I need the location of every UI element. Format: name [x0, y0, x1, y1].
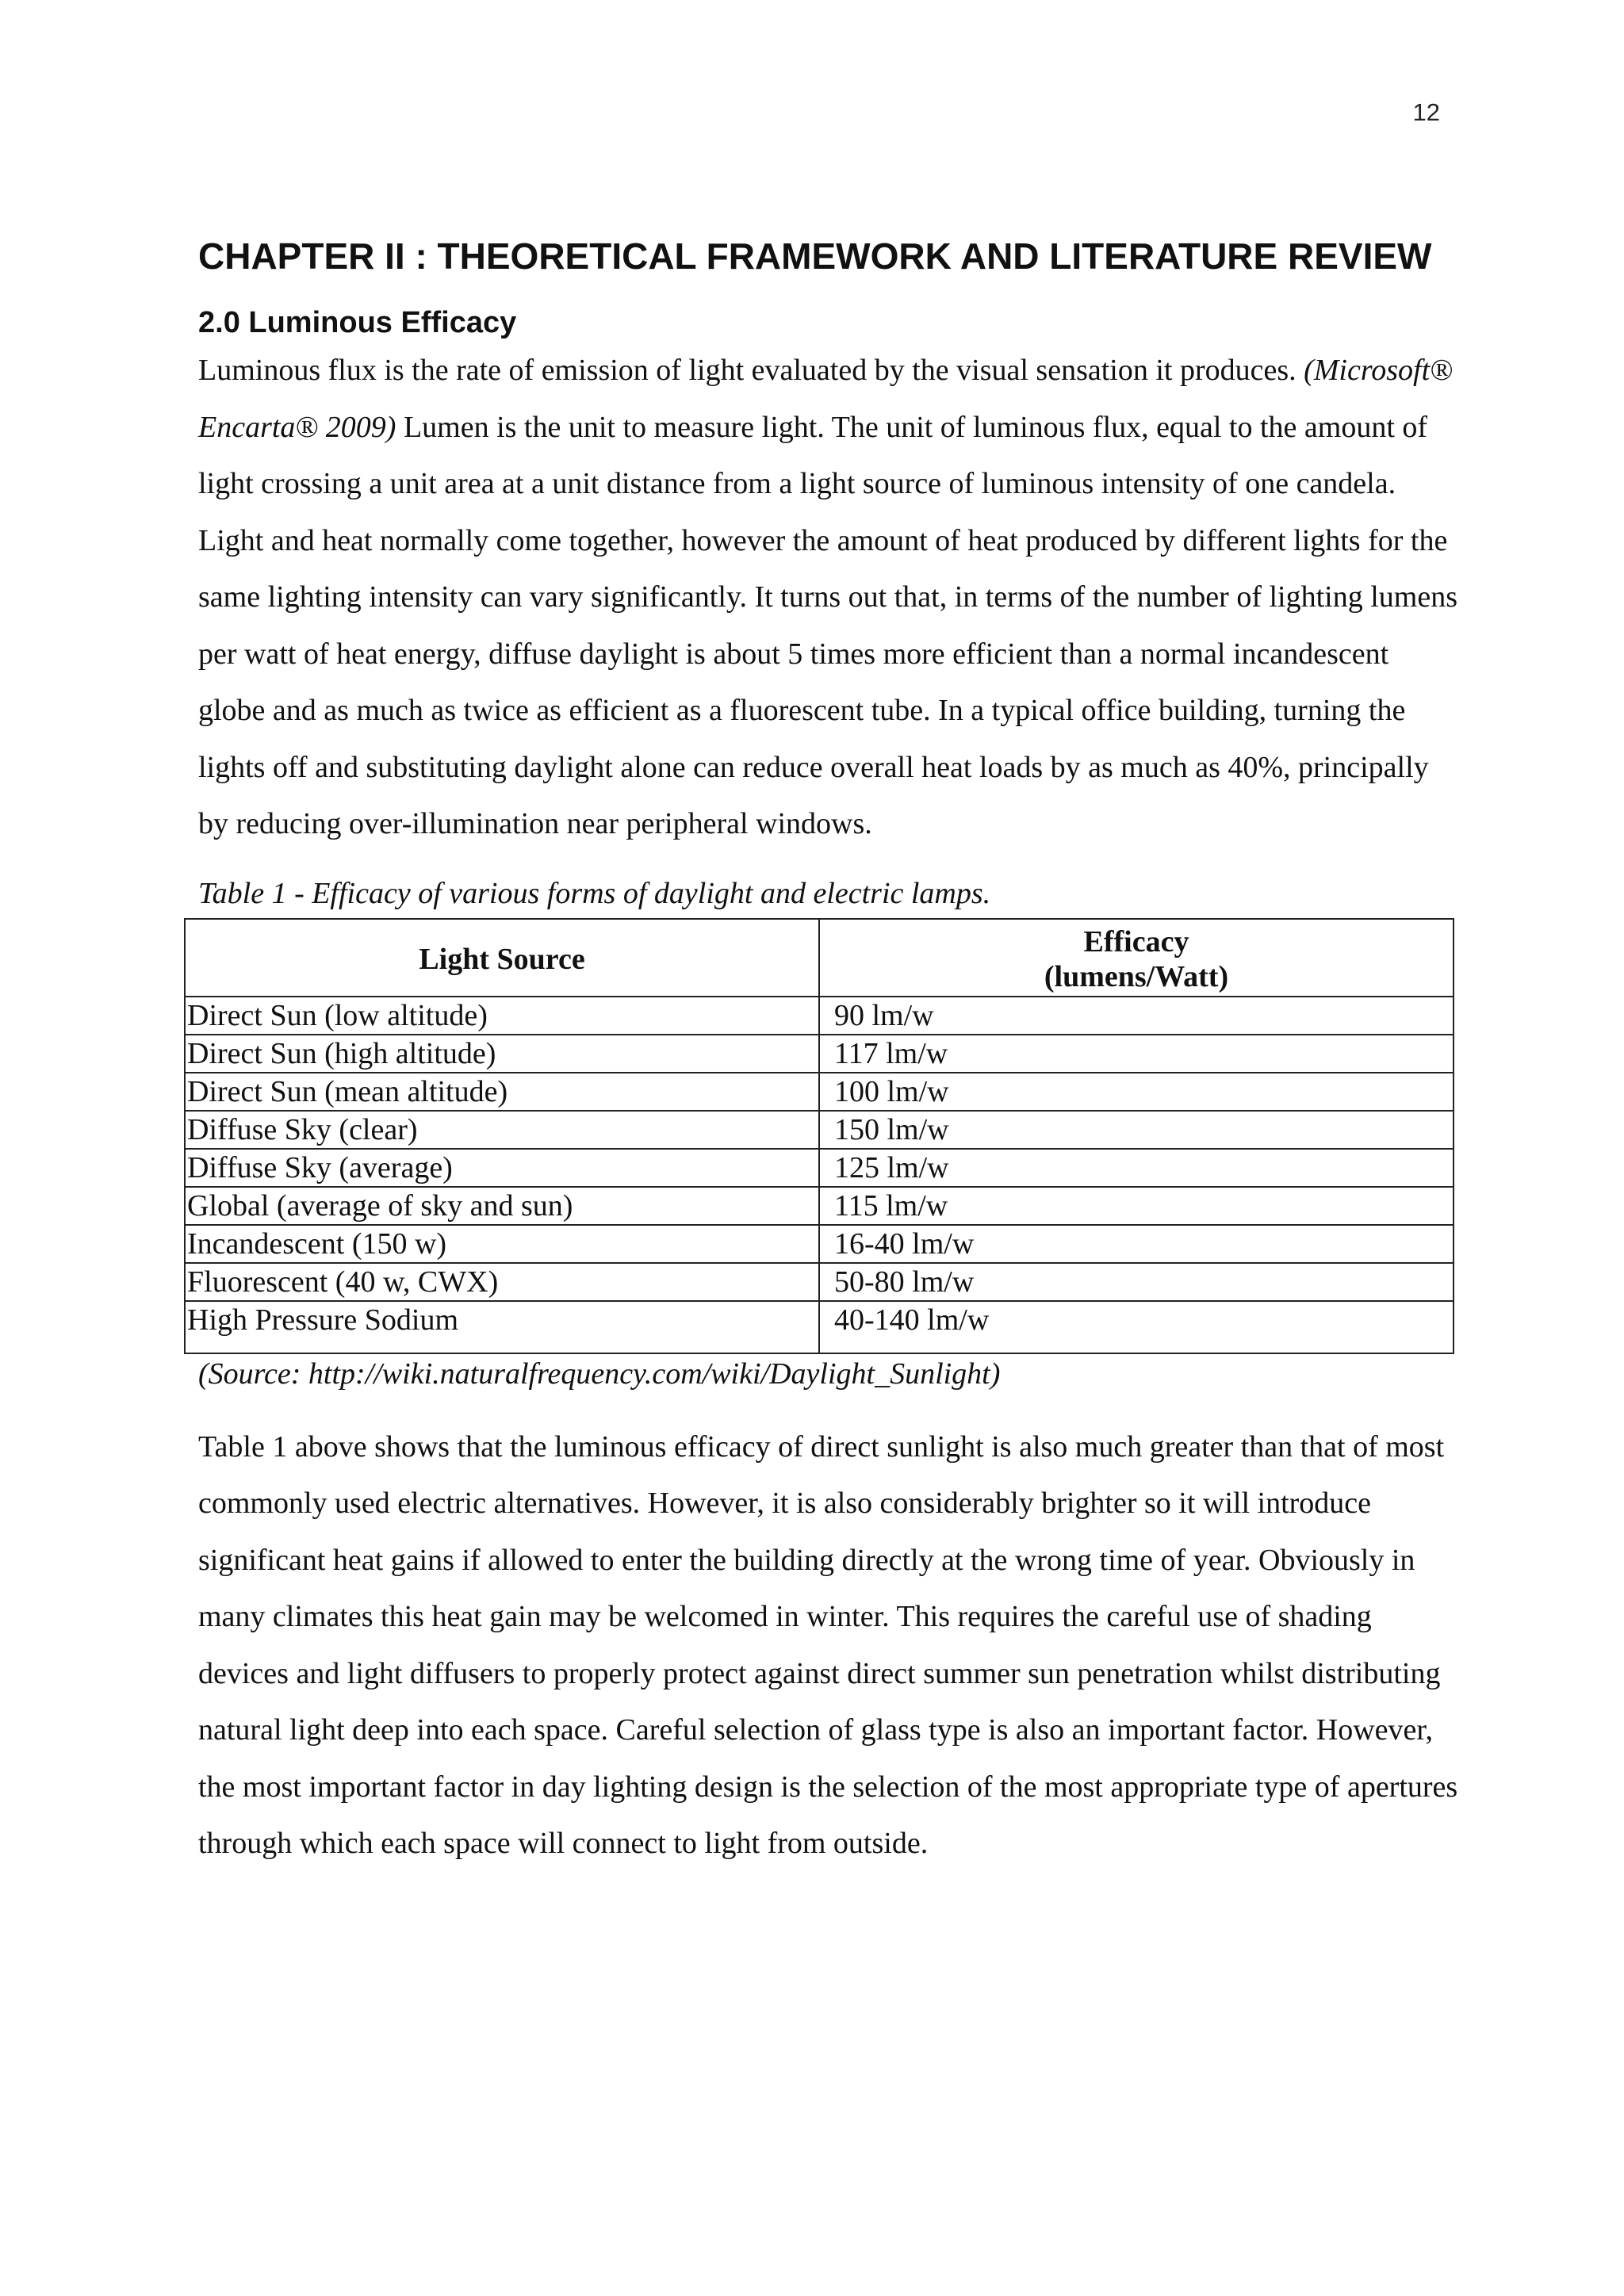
table-row	[185, 1263, 1454, 1301]
light-source-cell: Direct Sun (mean altitude)	[185, 1073, 819, 1111]
paragraph-luminous-flux	[198, 342, 1459, 853]
efficacy-cell: 115 lm/w	[819, 1187, 1454, 1225]
table-source-note: (Source: http://wiki.naturalfrequency.com/wiki/Daylight_Sunlight)	[198, 1357, 1001, 1391]
citation-encarta: (Microsoft® Encarta® 2009)	[198, 354, 1454, 444]
light-source-cell: Incandescent (150 w)	[185, 1225, 819, 1263]
table-caption: Table 1 - Efficacy of various forms of daylight and electric lamps.	[198, 876, 991, 910]
table-row	[185, 1149, 1454, 1187]
paragraph-table-discussion: Table 1 above shows that the luminous efficacy of direct sunlight is also much greater than that of most commonly used electric alternatives. However, it is also considerably brighter so it will introduce significant heat gains if allowed to enter the building directly at the wrong time of year. Obviously in many climates this heat gain may be welcomed in winter. This requires the careful use of shading devices and light diffusers to properly protect against direct summer sun penetration whilst distributing natural light deep into each space. Careful selection of glass type is also an important factor. However, the most important factor in day lighting design is the selection of the most appropriate type of apertures through which each space will connect to light from outside.	[198, 1429, 1458, 1860]
light-source-cell: Fluorescent (40 w, CWX)	[185, 1263, 819, 1301]
light-source-cell: Global (average of sky and sun)	[185, 1187, 819, 1225]
efficacy-cell: 100 lm/w	[819, 1073, 1454, 1111]
header-efficacy-label: Efficacy	[1083, 924, 1189, 959]
efficacy-cell: 150 lm/w	[819, 1111, 1454, 1149]
document-body	[187, 230, 1459, 1873]
light-source-cell: Diffuse Sky (average)	[185, 1149, 819, 1187]
paragraph-body: Lumen is the unit to measure light. The unit of luminous flux, equal to the amount of light crossing a unit area at a unit distance from a light source of luminous intensity of one candela. Light and heat normally come together, however the amount of heat produced by different lights for the same lighting intensity can vary significantly. It turns out that, in terms of the number of lighting lumens per watt of heat energy, diffuse daylight is about 5 times more efficient than a normal incandescent globe and as much as twice as efficient as a fluorescent tube. In a typical office building, turning the lights off and substituting daylight alone can reduce overall heat loads by as much as 40%, principally by reducing over-illumination near peripheral windows.	[198, 410, 1457, 840]
table-row	[185, 1111, 1454, 1149]
light-source-cell: High Pressure Sodium	[185, 1301, 819, 1353]
efficacy-cell: 50-80 lm/w	[819, 1263, 1454, 1301]
table-header-row	[185, 919, 1454, 997]
table-row	[185, 1073, 1454, 1111]
efficacy-table	[184, 918, 1454, 1354]
efficacy-cell: 117 lm/w	[819, 1035, 1454, 1073]
table-row	[185, 1035, 1454, 1073]
table-body	[185, 997, 1454, 1353]
section-heading: 2.0 Luminous Efficacy	[198, 306, 517, 339]
efficacy-cell: 125 lm/w	[819, 1149, 1454, 1187]
table-row	[185, 997, 1454, 1035]
light-source-cell: Direct Sun (low altitude)	[185, 997, 819, 1035]
light-source-cell: Direct Sun (high altitude)	[185, 1035, 819, 1073]
header-efficacy	[819, 919, 1454, 997]
page-number: 12	[1412, 98, 1440, 126]
chapter-title: CHAPTER II : THEORETICAL FRAMEWORK AND LITERATURE REVIEW	[198, 235, 1432, 277]
table-row	[185, 1187, 1454, 1225]
paragraph-lead: Luminous flux is the rate of emission of light evaluated by the visual sensation it produces.	[198, 354, 1297, 387]
header-efficacy-unit: (lumens/Watt)	[1044, 959, 1229, 993]
table-row	[185, 1301, 1454, 1353]
efficacy-cell: 40-140 lm/w	[819, 1301, 1454, 1353]
efficacy-cell: 16-40 lm/w	[819, 1225, 1454, 1263]
table-row	[185, 1225, 1454, 1263]
light-source-cell: Diffuse Sky (clear)	[185, 1111, 819, 1149]
efficacy-cell: 90 lm/w	[819, 997, 1454, 1035]
header-light-source: Light Source	[185, 919, 819, 997]
